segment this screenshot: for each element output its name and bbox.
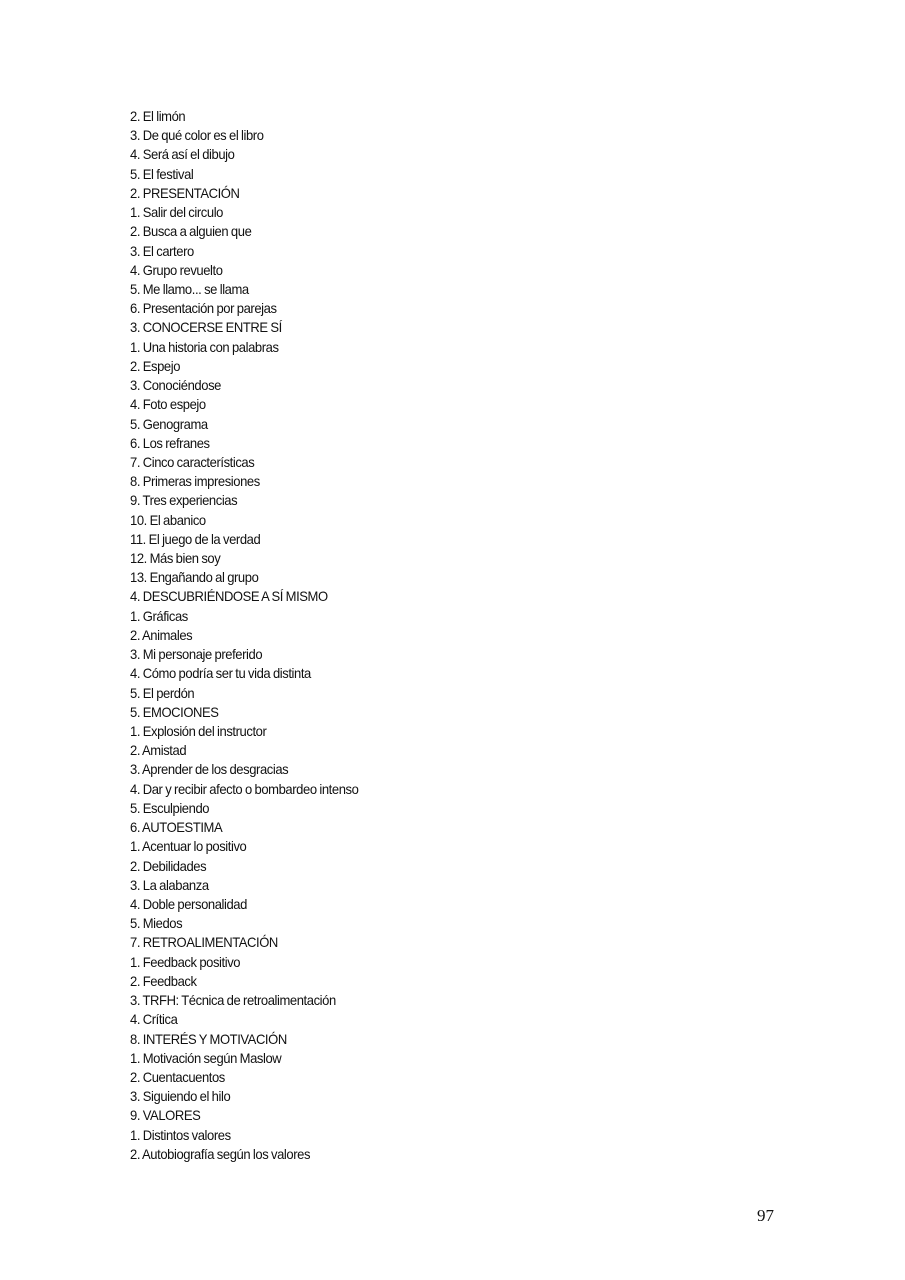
- list-item: 2. Feedback: [130, 972, 197, 989]
- list-item: 2. Cuentacuentos: [130, 1068, 225, 1085]
- list-item: 1. Motivación según Maslow: [130, 1049, 282, 1066]
- list-item: 1. Gráficas: [130, 607, 188, 624]
- section-heading: 4. DESCUBRIÉNDOSE A SÍ MISMO: [130, 588, 328, 605]
- list-item: 10. El abanico: [130, 511, 206, 528]
- list-item: 3. Siguiendo el hilo: [130, 1088, 231, 1105]
- list-item: 4. Dar y recibir afecto o bombardeo intenso: [130, 780, 359, 797]
- list-item: 13. Engañando al grupo: [130, 569, 259, 586]
- activity-list: [130, 107, 358, 1164]
- list-item: 3. Mi personaje preferido: [130, 646, 263, 663]
- list-item: 1. Acentuar lo positivo: [130, 838, 247, 855]
- section-heading: 5. EMOCIONES: [130, 703, 219, 720]
- section-heading: 2. PRESENTACIÓN: [130, 184, 240, 201]
- list-item: 2. El limón: [130, 108, 186, 124]
- list-item: 1. Feedback positivo: [130, 953, 241, 970]
- list-item: 5. Esculpiendo: [130, 799, 210, 816]
- list-item: 4. Doble personalidad: [130, 895, 247, 912]
- list-item: 4. Cómo podría ser tu vida distinta: [130, 665, 311, 682]
- section-heading: 6. AUTOESTIMA: [130, 819, 223, 836]
- list-item: 5. El perdón: [130, 684, 195, 701]
- list-item: 1. Distintos valores: [130, 1126, 231, 1143]
- section-heading: 3. CONOCERSE ENTRE SÍ: [130, 319, 282, 336]
- list-item: 9. Tres experiencias: [130, 492, 238, 509]
- list-item: 6. Los refranes: [130, 434, 210, 451]
- list-item: 2. Autobiografía según los valores: [130, 1145, 311, 1162]
- list-item: 6. Presentación por parejas: [130, 300, 277, 317]
- list-item: 5. El festival: [130, 165, 194, 182]
- list-item: 4. Será así el dibujo: [130, 146, 235, 163]
- list-item: 1. Una historia con palabras: [130, 338, 279, 355]
- section-heading: 8. INTERÉS Y MOTIVACIÓN: [130, 1030, 287, 1047]
- list-item: 5. Me llamo... se llama: [130, 280, 249, 297]
- list-item: 12. Más bien soy: [130, 550, 221, 567]
- list-item: 3. Aprender de los desgracias: [130, 761, 289, 778]
- list-item: 11. El juego de la verdad: [130, 530, 261, 547]
- list-item: 3. De qué color es el libro: [130, 127, 264, 144]
- list-item: 3. El cartero: [130, 242, 194, 259]
- list-item: 2. Amistad: [130, 742, 187, 759]
- list-item: 3. La alabanza: [130, 876, 209, 893]
- section-heading: 9. VALORES: [130, 1107, 201, 1124]
- list-item: 5. Miedos: [130, 915, 183, 932]
- list-item: 3. TRFH: Técnica de retroalimentación: [130, 992, 336, 1009]
- list-item: 4. Grupo revuelto: [130, 261, 223, 278]
- section-heading: 7. RETROALIMENTACIÓN: [130, 934, 278, 951]
- list-item: 7. Cinco características: [130, 453, 255, 470]
- list-item: 1. Salir del circulo: [130, 204, 223, 221]
- list-item: 1. Explosión del instructor: [130, 723, 267, 739]
- list-item: 5. Genograma: [130, 415, 208, 432]
- list-item: 2. Espejo: [130, 357, 181, 374]
- page-number: 97: [757, 1206, 774, 1225]
- list-item: 2. Busca a alguien que: [130, 223, 252, 240]
- list-item: 2. Animales: [130, 626, 193, 643]
- list-item: 2. Debilidades: [130, 857, 207, 874]
- list-item: 4. Foto espejo: [130, 396, 206, 413]
- list-item: 8. Primeras impresiones: [130, 473, 260, 490]
- list-item: 3. Conociéndose: [130, 377, 221, 394]
- list-item: 4. Crítica: [130, 1011, 178, 1028]
